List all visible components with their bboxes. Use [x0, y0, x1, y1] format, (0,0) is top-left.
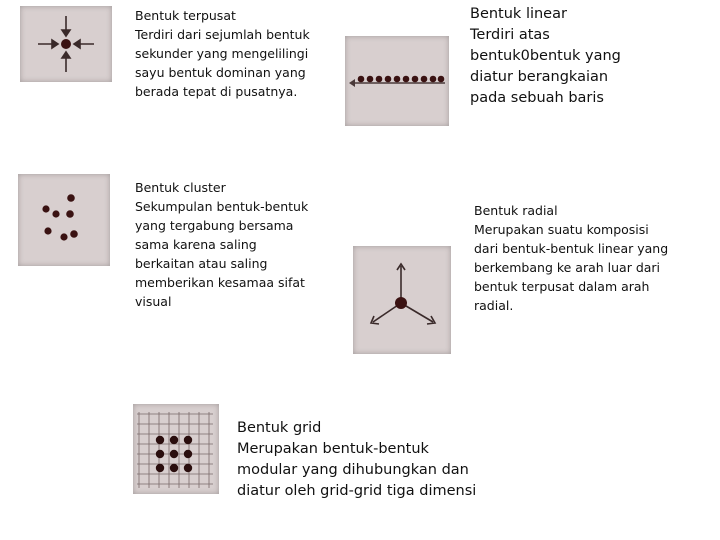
item-body: Sekumpulan bentuk-bentuk yang tergabung bersama sama karena saling berkaitan atau saling memberikan kesamaa sifat visual: [135, 199, 309, 309]
radial-form-image: [353, 246, 451, 354]
grid-form-image: [133, 404, 219, 494]
centralized-form-text: [135, 6, 335, 101]
item-title: Bentuk grid: [237, 420, 322, 436]
centralized-form-image: [20, 6, 112, 82]
cluster-form-text: [135, 178, 335, 311]
item-title: Bentuk terpusat: [135, 8, 236, 23]
linear-form-icon: [345, 36, 449, 126]
cluster-form-icon: [18, 174, 110, 266]
radial-form-icon: [353, 246, 451, 354]
item-title: Bentuk radial: [474, 203, 558, 218]
item-body: Terdiri atas bentuk0bentuk yang diatur berangkaian pada sebuah baris: [470, 27, 621, 106]
grid-form-text: [237, 418, 517, 502]
item-body: Merupakan bentuk-bentuk modular yang dihubungkan dan diatur oleh grid-grid tiga dimensi: [237, 441, 477, 499]
linear-form-text: [470, 4, 670, 109]
cluster-form-image: [18, 174, 110, 266]
radial-form-text: [474, 201, 714, 315]
grid-form-icon: [133, 404, 219, 494]
centralized-form-icon: [20, 6, 112, 82]
item-body: Terdiri dari sejumlah bentuk sekunder yang mengelilingi sayu bentuk dominan yang berada tepat di pusatnya.: [135, 27, 310, 99]
item-title: Bentuk linear: [470, 6, 567, 22]
item-body: Merupakan suatu komposisi dari bentuk-bentuk linear yang berkembang ke arah luar dari bentuk terpusat dalam arah radial.: [474, 222, 669, 313]
item-title: Bentuk cluster: [135, 180, 226, 195]
linear-form-image: [345, 36, 449, 126]
